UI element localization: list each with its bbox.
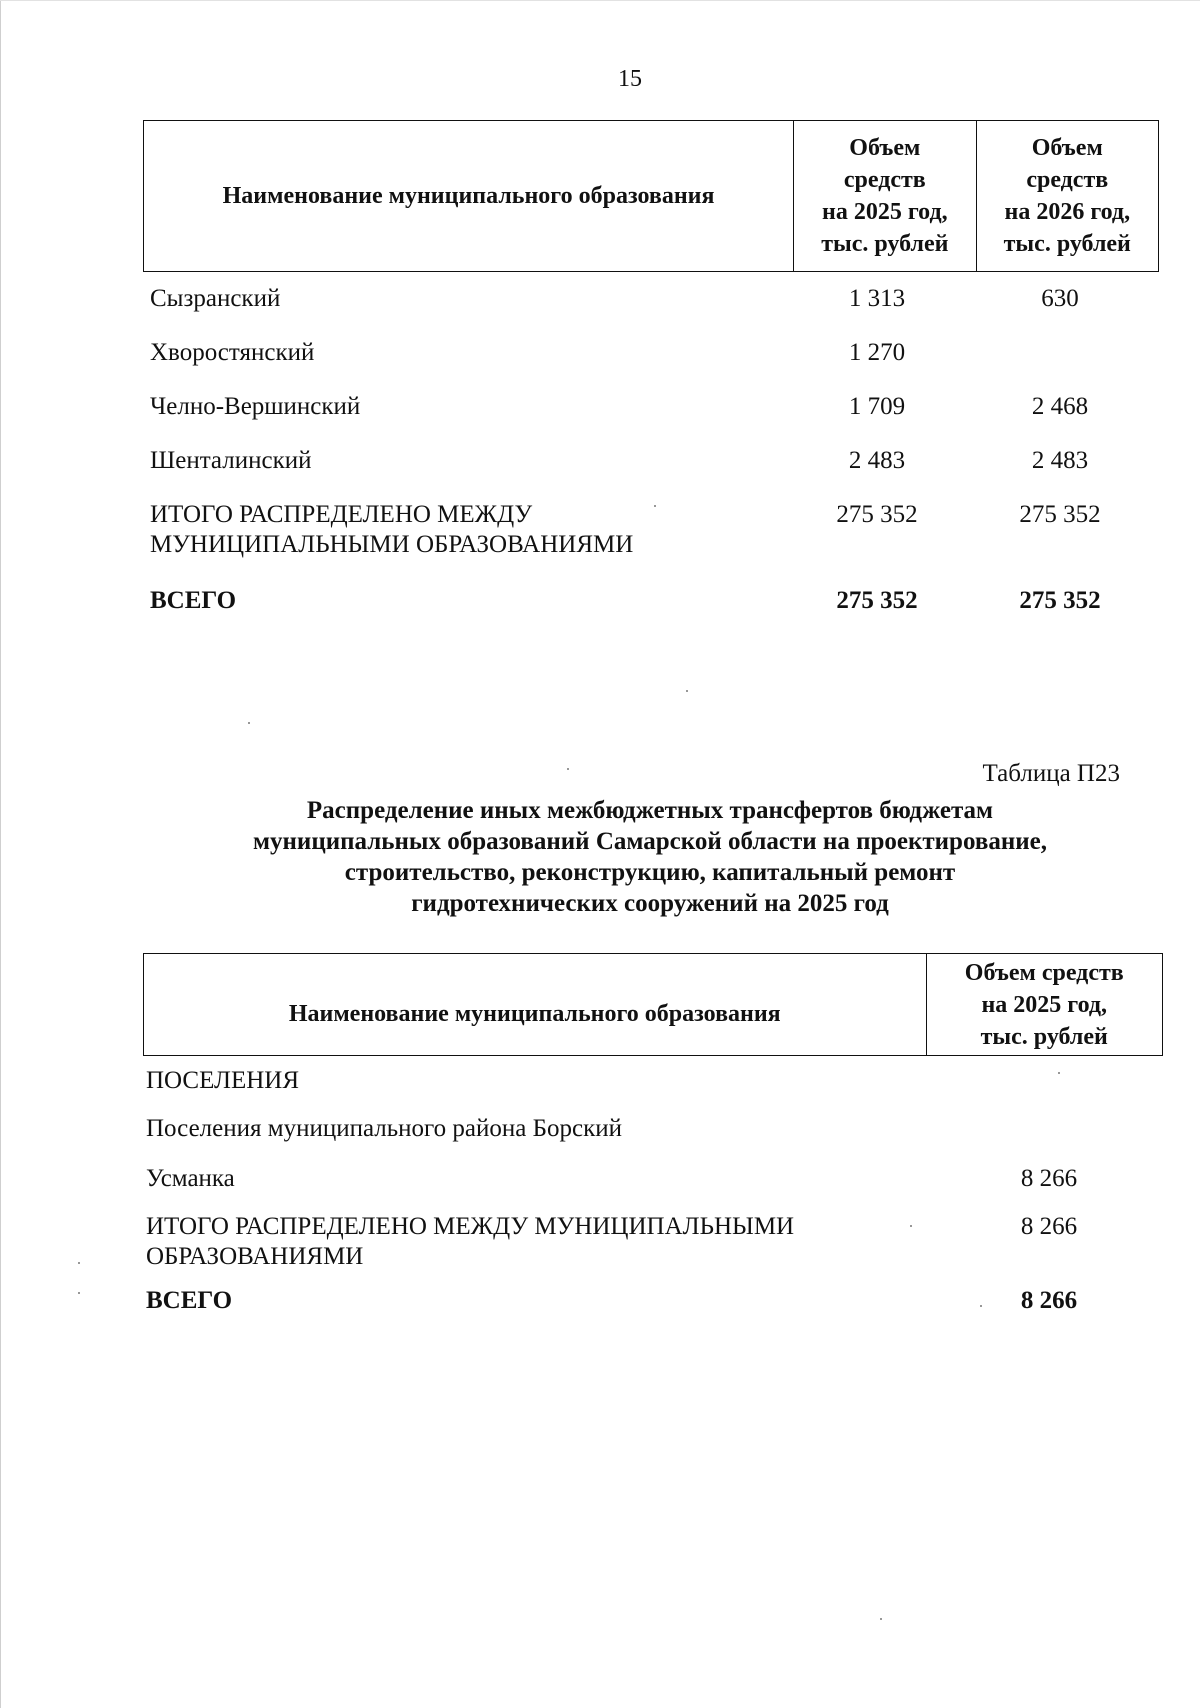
scan-edge-top xyxy=(0,0,1200,1)
scan-speck xyxy=(1058,1072,1060,1074)
table1-row-value-2025: 1 709 xyxy=(848,393,906,420)
table1-header-2026: Объем средств на 2026 год, тыс. рублей xyxy=(976,121,1158,272)
table1-row-value-2025: 2 483 xyxy=(848,447,906,474)
table1-header-2025: Объем средств на 2025 год, тыс. рублей xyxy=(794,121,976,272)
page-number: 15 xyxy=(618,66,642,92)
table1-header-name: Наименование муниципального образования xyxy=(144,121,794,272)
table1-total-value-2025: 275 352 xyxy=(836,587,918,614)
scan-speck xyxy=(78,1262,80,1264)
table2-section: ПОСЕЛЕНИЯ xyxy=(146,1067,300,1094)
table2-subtotal-value-2025: 8 266 xyxy=(1020,1213,1078,1240)
table2-row-name: Усманка xyxy=(146,1165,235,1192)
scan-speck xyxy=(686,690,688,692)
table2-caption: Распределение иных межбюджетных трансфертов бюджетам муниципальных образований Самарской области на проектирование, строительство, реконструкцию, капитальный ремонт гидротехнических сооружений на 2025 год xyxy=(253,797,1047,917)
table1-row-value-2025: 1 270 xyxy=(848,339,906,366)
scan-speck xyxy=(880,1618,882,1620)
scan-speck xyxy=(654,505,656,507)
scan-speck xyxy=(248,722,250,724)
table2-header xyxy=(143,953,1163,1056)
table2-header-2025: Объем средств на 2025 год, тыс. рублей xyxy=(926,954,1162,1056)
table1-row-name: Сызранский xyxy=(150,285,281,312)
table1-row-value-2025: 1 313 xyxy=(848,285,906,312)
table1-subtotal-name: ИТОГО РАСПРЕДЕЛЕНО МЕЖДУ МУНИЦИПАЛЬНЫМИ ОБРАЗОВАНИЯМИ xyxy=(150,501,634,558)
table2-subtotal-name: ИТОГО РАСПРЕДЕЛЕНО МЕЖДУ МУНИЦИПАЛЬНЫМИ ОБРАЗОВАНИЯМИ xyxy=(146,1213,795,1270)
table1-row-name: Челно-Вершинский xyxy=(150,393,361,420)
table2-label: Таблица П23 xyxy=(982,760,1120,787)
scan-speck xyxy=(78,1292,80,1294)
table1-row-value-2026: 2 468 xyxy=(1031,393,1089,420)
table1-row-name: Хворостянский xyxy=(150,339,315,366)
scan-speck xyxy=(910,1225,912,1227)
scan-speck xyxy=(980,1305,982,1307)
table1-subtotal-value-2026: 275 352 xyxy=(1019,501,1101,528)
table2-total-value-2025: 8 266 xyxy=(1020,1287,1078,1314)
table1-row-name: Шенталинский xyxy=(150,447,312,474)
table2-header-name: Наименование муниципального образования xyxy=(144,954,927,1056)
table2-row-value-2025: 8 266 xyxy=(1020,1165,1078,1192)
table1-subtotal-value-2025: 275 352 xyxy=(836,501,918,528)
table1-row-value-2026: 2 483 xyxy=(1031,447,1089,474)
scan-edge-left xyxy=(0,0,1,1708)
table2-group: Поселения муниципального района Борский xyxy=(146,1115,622,1142)
table1-total-name: ВСЕГО xyxy=(150,587,237,614)
table2-total-name: ВСЕГО xyxy=(146,1287,233,1314)
scan-speck xyxy=(567,768,569,770)
table1-row-value-2026: 630 xyxy=(1041,285,1079,312)
table1-header xyxy=(143,120,1159,272)
table1-total-value-2026: 275 352 xyxy=(1019,587,1101,614)
